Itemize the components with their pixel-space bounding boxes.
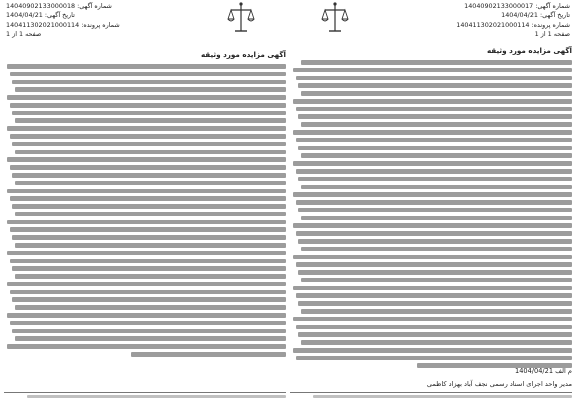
text-line — [296, 107, 572, 112]
text-line — [10, 290, 286, 295]
text-line — [301, 340, 572, 345]
text-line — [7, 189, 286, 194]
header-left — [6, 2, 156, 40]
text-line — [296, 325, 572, 330]
text-line — [298, 146, 572, 151]
text-line — [15, 87, 286, 92]
text-line — [301, 216, 572, 221]
text-line — [12, 266, 286, 271]
text-line — [12, 204, 286, 209]
notice-column-left — [4, 50, 286, 388]
text-line — [10, 196, 286, 201]
notice-column-right — [290, 46, 572, 392]
text-line — [301, 91, 572, 96]
tracking-number: شماره آگهی: 14040902133000017 — [464, 2, 570, 10]
text-line — [7, 95, 286, 100]
text-line — [15, 150, 286, 155]
text-line — [296, 200, 572, 205]
text-line — [7, 220, 286, 225]
text-line — [12, 329, 286, 334]
notice-closing — [290, 363, 572, 389]
text-line — [296, 138, 572, 143]
text-line — [7, 126, 286, 131]
footer-right — [290, 392, 572, 399]
text-line — [293, 192, 572, 197]
text-line — [7, 313, 286, 318]
notice-date: تاریخ آگهی: 1404/04/21 — [501, 11, 570, 20]
text-line — [298, 114, 572, 119]
text-line — [7, 64, 286, 69]
text-line — [15, 118, 286, 123]
text-line — [293, 286, 572, 291]
text-line — [10, 321, 286, 326]
text-line — [10, 134, 286, 139]
text-line — [293, 317, 572, 322]
text-line — [296, 76, 572, 81]
text-line — [296, 293, 572, 298]
text-line — [301, 153, 572, 158]
text-line — [293, 348, 572, 353]
text-line — [15, 181, 286, 186]
text-line — [301, 60, 572, 65]
notice-body — [4, 63, 286, 357]
text-line — [12, 297, 286, 302]
notice-heading: آگهی مزایده مورد وثیقه — [486, 46, 572, 55]
text-line — [12, 111, 286, 116]
text-line — [296, 169, 572, 174]
notice-body — [290, 59, 572, 368]
header-right — [420, 2, 570, 40]
text-line — [298, 177, 572, 182]
tracking-number: شماره آگهی: 14040902133000018 — [6, 2, 112, 10]
judiciary-emblem-icon — [226, 1, 256, 35]
judiciary-emblem-icon — [320, 1, 350, 35]
text-line — [10, 259, 286, 264]
text-line — [298, 332, 572, 337]
text-line — [15, 212, 286, 217]
text-line — [293, 130, 572, 135]
text-line — [293, 223, 572, 228]
text-line — [10, 227, 286, 232]
text-line — [298, 83, 572, 88]
text-line — [293, 68, 572, 73]
text-line — [7, 282, 286, 287]
text-line — [293, 99, 572, 104]
text-line — [298, 208, 572, 213]
text-line — [296, 262, 572, 267]
footer-left — [4, 392, 286, 399]
text-line — [12, 173, 286, 178]
text-line — [131, 352, 286, 357]
text-line — [7, 157, 286, 162]
text-line — [15, 274, 286, 279]
text-line — [293, 161, 572, 166]
text-line — [15, 305, 286, 310]
text-line — [7, 251, 286, 256]
text-line — [15, 243, 286, 248]
text-line — [301, 185, 572, 190]
text-line — [298, 270, 572, 275]
closing-signature: مدیر واحد اجرای اسناد رسمی نجف آباد بهزاد کاظمی — [426, 380, 572, 388]
page-indicator: صفحه 1 از 1 — [6, 30, 42, 39]
text-line — [7, 344, 286, 349]
closing-reference: م الف 1404/04/21 — [515, 367, 572, 375]
notice-date: تاریخ آگهی: 1404/04/21 — [6, 11, 75, 20]
page-indicator: صفحه 1 از 1 — [534, 30, 570, 39]
text-line — [301, 278, 572, 283]
text-line — [12, 80, 286, 85]
text-line — [12, 142, 286, 147]
text-line — [296, 231, 572, 236]
text-line — [12, 235, 286, 240]
text-line — [301, 122, 572, 127]
notice-heading: آگهی مزایده مورد وثیقه — [200, 50, 286, 59]
text-line — [298, 239, 572, 244]
dossier-number: شماره پرونده: 140411302021000114 — [6, 20, 120, 29]
text-line — [298, 301, 572, 306]
text-line — [10, 165, 286, 170]
text-line — [293, 255, 572, 260]
text-line — [15, 336, 286, 341]
text-line — [301, 309, 572, 314]
text-line — [296, 356, 572, 361]
text-line — [301, 247, 572, 252]
text-line — [10, 72, 286, 77]
text-line — [10, 103, 286, 108]
dossier-number: شماره پرونده: 140411302021000114 — [456, 20, 570, 29]
